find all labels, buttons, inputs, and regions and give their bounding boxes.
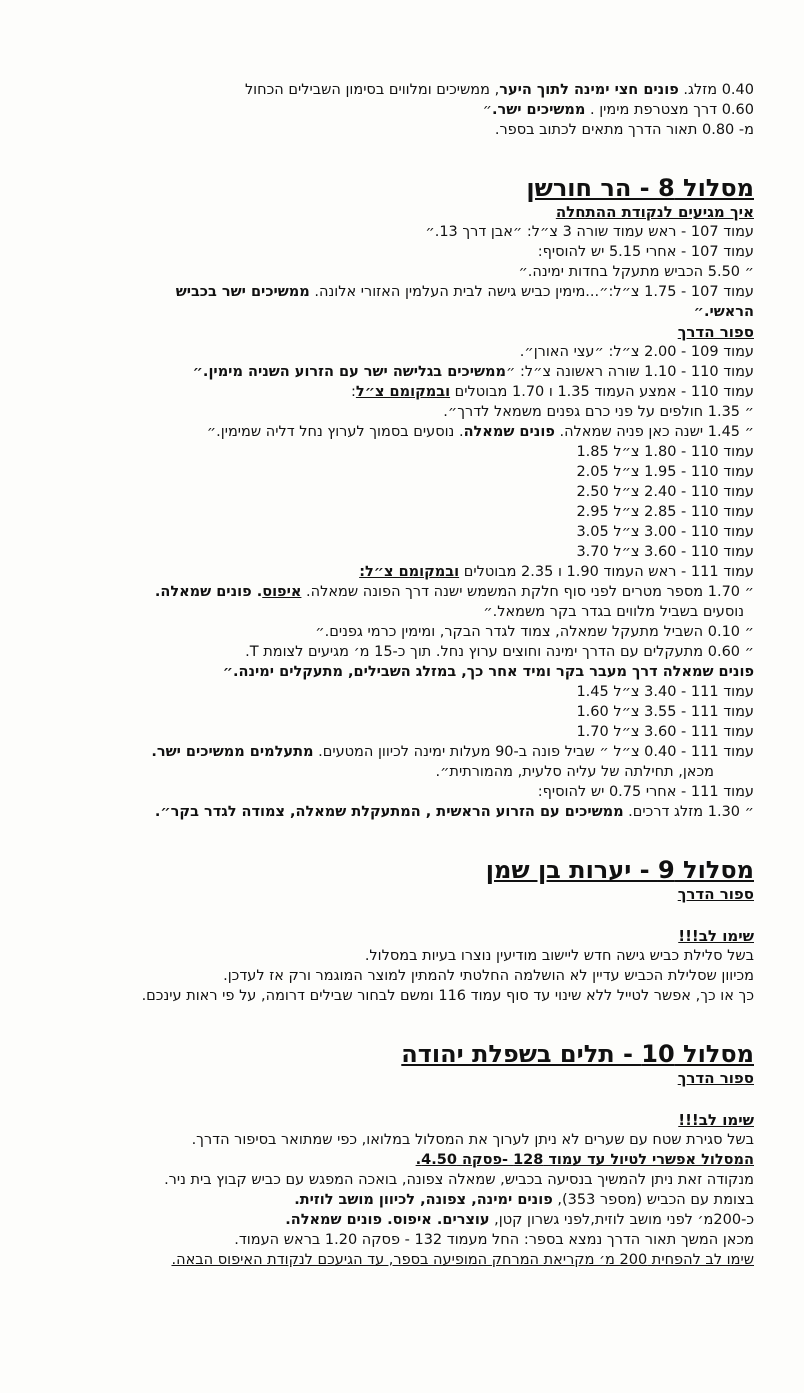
intro-line-3: מ- 0.80 תאור הדרך מתאים לכתוב בספר. (494, 122, 754, 138)
route8-story-heading: ספור הדרך (677, 323, 754, 341)
route9-notice: שימו לב!!! (678, 927, 754, 945)
route9-n1: בשל סלילת כביש גישה חדש ליישוב מודיעין נוצרו בעיות במסלול. (364, 948, 754, 964)
route9-title: מסלול 9 - יערות בן שמן (485, 856, 754, 884)
route8-t3: עמוד 111 - אחרי 0.75 יש להוסיף: (537, 784, 754, 800)
intro-line-2: 0.60 דרך מצטרפת מימין . ממשיכים ישר.״ (482, 102, 754, 118)
list-item: עמוד 110 - 1.95 צ״ל 2.05 (576, 464, 754, 480)
route10-story-heading: ספור הדרך (677, 1069, 754, 1087)
route8-section (28, 174, 754, 822)
route8-g5: הראשי.״ (693, 304, 754, 320)
route8-r5: פונים שמאלה דרך מעבר בקר ומיד אחר כך, במזלג השבילים, מתעקלים ימינה.״ (222, 664, 754, 680)
list-item: עמוד 111 - 3.55 צ״ל 1.60 (576, 704, 754, 720)
route10-m7: שימו לב להפחית 200 מ׳ מקריאת המרחק המופיעה בספר, עד הגיעכם לנקודת האיפוס הבאה. (171, 1252, 754, 1268)
route8-g1: עמוד 107 - ראש עמוד שורה 3 צ״ל: ״אבן דרך 13.״ (425, 224, 754, 240)
list-item: עמוד 111 - 3.40 צ״ל 1.45 (576, 684, 754, 700)
route9-n3: כך או כך, אפשר לטייל ללא שינוי עד סוף עמוד 116 ומשם לבחור שבילים דרומה, על פי ראות עינכם. (141, 988, 754, 1004)
route10-title: מסלול 10 - תלים בשפלת יהודה (401, 1040, 754, 1068)
route8-g2: עמוד 107 - אחרי 5.15 יש להוסיף: (537, 244, 754, 260)
route10-m3: מנקודה זאת ניתן להמשיך בנסיעה בכביש, שמאלה צפונה, בואכה המפגש עם כביש קבוץ בית ניר. (164, 1172, 754, 1188)
route8-s3: עמוד 110 - אמצע העמוד 1.35 ו 1.70 מבוטלים ובמקומם צ״ל: (351, 384, 754, 400)
route8-t4: ״ 1.30 מזלג דרכים. ממשיכים עם הזרוע הראשית , המתעקלת שמאלה, צמודה לגדר בקר״. (154, 804, 754, 820)
route8-s4: ״ 1.35 חולפים על פני כרם גפנים משמאל לדרך״. (443, 404, 754, 420)
intro-line-1: 0.40 מזלג. פונים חצי ימינה לתוך היער, ממשיכים ומלווים בסימון השבילים הכחול (244, 82, 754, 98)
list-item: עמוד 110 - 1.80 צ״ל 1.85 (576, 444, 754, 460)
route10-m4: בצומת עם הכביש (מספר 353), פונים ימינה, צפונה, לכיוון מושב לוזית. (294, 1192, 754, 1208)
route9-section (28, 856, 754, 1006)
route8-r4: ״ 0.60 מתעקלים עם הדרך ימינה וחוצים ערוץ נחל. תוך כ-15 מ׳ מגיעים לצומת T. (245, 644, 754, 660)
route8-r2: נוסעים בשביל מלווים בגדר בקר משמאל.״ (483, 604, 744, 620)
list-item: עמוד 110 - 2.85 צ״ל 2.95 (576, 504, 754, 520)
route8-r3: ״ 0.10 השביל מתעקל שמאלה, צמוד לגדר הבקר, ומימין כרמי גפנים.״ (315, 624, 754, 640)
route10-notice: שימו לב!!! (678, 1111, 754, 1129)
list-item: עמוד 110 - 2.40 צ״ל 2.50 (576, 484, 754, 500)
list-item: עמוד 110 - 3.00 צ״ל 3.05 (576, 524, 754, 540)
route8-s2: עמוד 110 - 1.10 שורה ראשונה צ״ל: ״ממשיכים בגלישה ישר עם הזרוע השניה מימין.״ (192, 364, 754, 380)
route10-m5: כ-200מ׳ לפני מושב לוזית,לפני גשרון קטן, עוצרים. איפוס. פונים שמאלה. (285, 1212, 754, 1228)
route8-p111: עמוד 111 - ראש העמוד 1.90 ו 2.35 מבוטלים ובמקומם צ״ל: (359, 564, 754, 580)
route8-s1: עמוד 109 - 2.00 צ״ל: ״עצי האורן״. (519, 344, 754, 360)
route8-how-to-get-heading: איך מגיעים לנקודת ההתחלה (555, 203, 754, 221)
route8-g4: עמוד 107 - 1.75 צ״ל:״...מימין כביש גישה לבית העלמין האזורי אלונה. ממשיכים ישר בכביש (175, 284, 754, 300)
route10-m6: מכאן המשך תאור הדרך נמצא בספר: החל מעמוד 132 - פסקה 1.20 בראש העמוד. (234, 1232, 754, 1248)
route10-section (28, 1040, 754, 1270)
list-item: עמוד 110 - 3.60 צ״ל 3.70 (576, 544, 754, 560)
route8-t2: מכאן, תחילתה של עליה סלעית, מהמורתית״. (435, 764, 714, 780)
route9-n2: מכיוון שסלילת הכביש עדיין לא הושלמה החלטתי להמתין למוצר המוגמר ורק אז לעדכן. (223, 968, 754, 984)
route9-story-heading: ספור הדרך (677, 885, 754, 903)
route8-s5: ״ 1.45 ישנה כאן פניה שמאלה. פונים שמאלה. נוסעים בסמוך לערוץ נחל דליה שמימין.״ (206, 424, 754, 440)
route8-r1: ״ 1.70 מספר מטרים לפני סוף חלקת המשמש ישנה דרך הפונה שמאלה. איפוס. פונים שמאלה. (154, 584, 754, 600)
route8-g3: ״ 5.50 הכביש מתעקל בחדות ימינה.״ (518, 264, 754, 280)
route10-m2: המסלול אפשרי לטיול עד עמוד 128 -פסקה 4.50. (415, 1152, 754, 1168)
route8-title: מסלול 8 - הר חורשן (526, 174, 754, 202)
route10-m1: בשל סגירת שטח עם שערים לא ניתן לערוך את המסלול במלואו, כפי שמתואר בסיפור הדרך. (191, 1132, 754, 1148)
route8-t1: עמוד 111 - 0.40 צ״ל ״ שביל פונה ב-90 מעלות ימינה לכיוון המטעים. מתעלמים ממשיכים ישר. (151, 744, 754, 760)
list-item: עמוד 111 - 3.60 צ״ל 1.70 (576, 724, 754, 740)
intro-block (28, 80, 754, 140)
